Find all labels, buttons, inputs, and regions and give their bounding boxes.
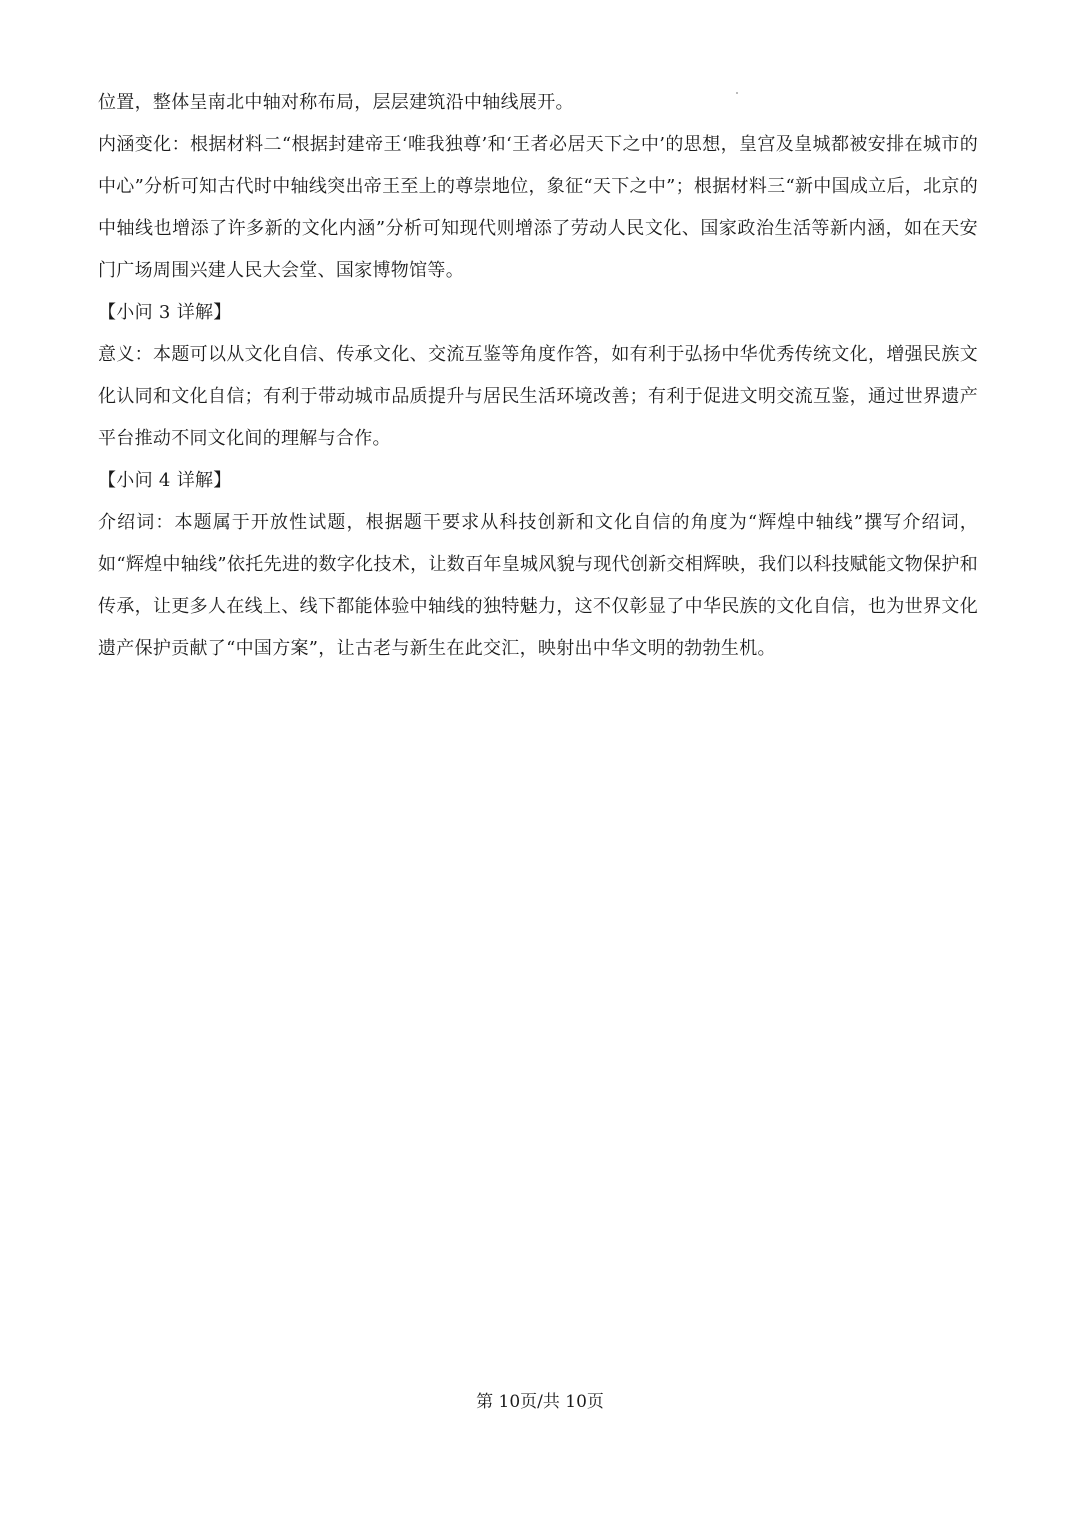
section-3-text: 意义：本题可以从文化自信、传承文化、交流互鉴等角度作答，如有利于弘扬中华优秀传统文化，增强民族文化认同和文化自信；有利于带动城市品质提升与居民生活环境改善；有利于促进文明交流互鉴，通过世界遗产平台推动不同文化间的理解与合作。 xyxy=(98,344,978,449)
section-4-heading: 【小问 4 详解】 xyxy=(98,470,232,491)
paragraph-layout: 位置，整体呈南北中轴对称布局，层层建筑沿中轴线展开。 xyxy=(98,92,574,113)
section-4-text: 介绍词：本题属于开放性试题，根据题干要求从科技创新和文化自信的角度为“辉煌中轴线”撰写介绍词，如“辉煌中轴线”依托先进的数字化技术，让数百年皇城风貌与现代创新交相辉映，我们以科技赋能文物保护和传承，让更多人在线上、线下都能体验中轴线的独特魅力，这不仅彰显了中华民族的文化自信，也为世界文化遗产保护贡献了“中国方案”，让古老与新生在此交汇，映射出中华文明的勃勃生机。 xyxy=(98,512,978,659)
document-body xyxy=(98,82,978,670)
section-3-heading: 【小问 3 详解】 xyxy=(98,302,232,323)
paragraph-meaning-change: 内涵变化：根据材料二“根据封建帝王‘唯我独尊’和‘王者必居天下之中’的思想，皇宫及皇城都被安排在城市的中心”分析可知古代时中轴线突出帝王至上的尊崇地位，象征“天下之中”；根据材料三“新中国成立后，北京的中轴线也增添了许多新的文化内涵”分析可知现代则增添了劳动人民文化、国家政治生活等新内涵，如在天安门广场周围兴建人民大会堂、国家博物馆等。 xyxy=(98,134,978,281)
page-number-footer: 第 10页/共 10页 xyxy=(476,1392,604,1412)
